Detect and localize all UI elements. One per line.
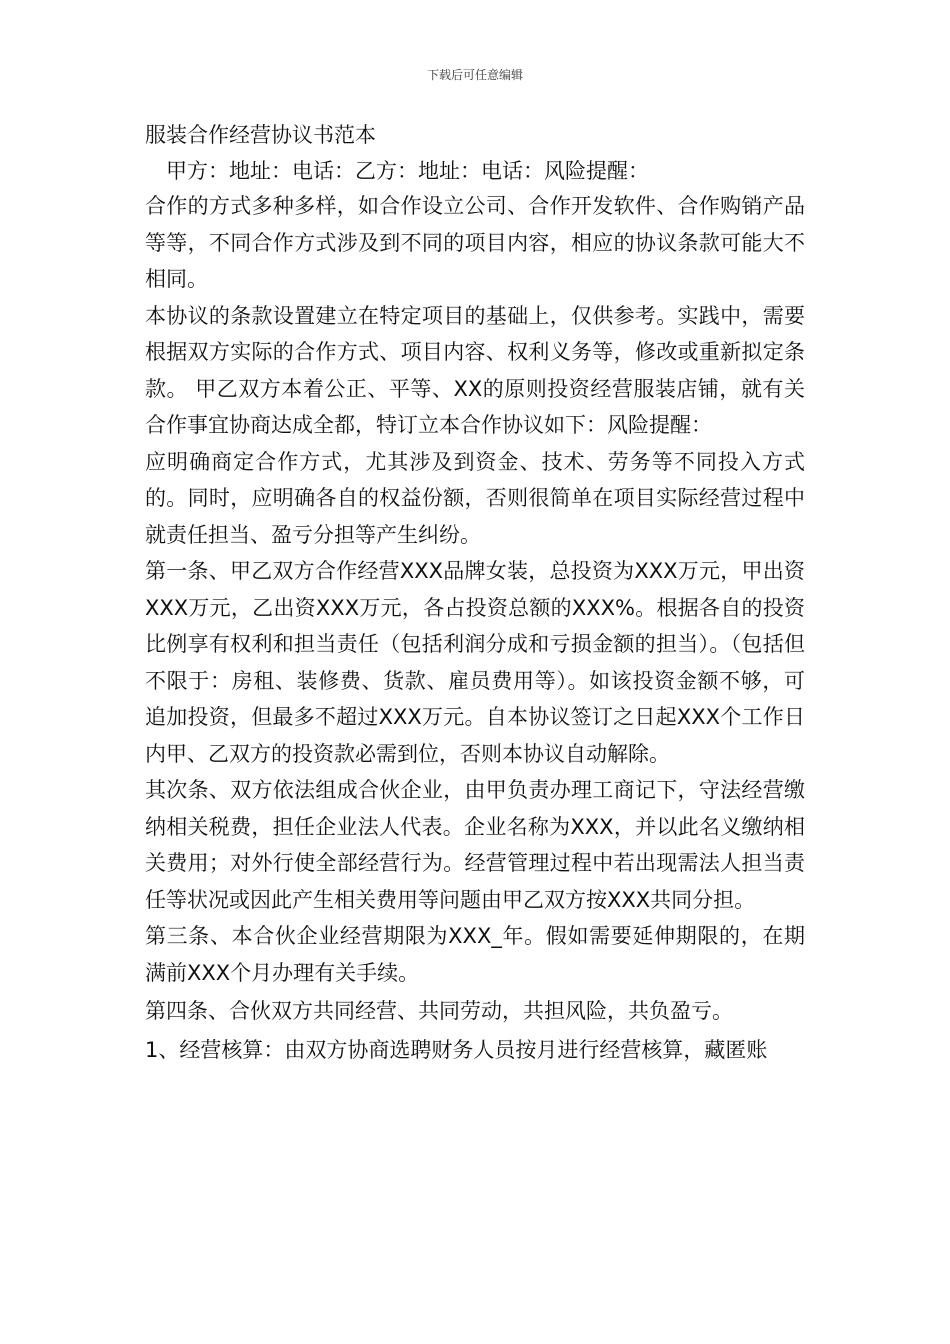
page-header-note: 下载后可任意编辑 [426, 68, 523, 82]
paragraph-cooperation-methods: 合作的方式多种多样，如合作设立公司、合作开发软件、合作购销产品等等，不同合作方式涉及到不同的项目内容，相应的协议条款可能大不相同。 [145, 194, 805, 291]
parties-line: 甲方：地址：电话：乙方：地址：电话：风险提醒： [166, 159, 649, 183]
paragraph-article-4: 第四条、合伙双方共同经营、共同劳动，共担风险，共负盈亏。 [145, 999, 733, 1023]
paragraph-article-3: 第三条、本合伙企业经营期限为XXX_年。假如需要延伸期限的，在期满前XXX个月办理有关手续。 [145, 924, 805, 985]
paragraph-reference-note: 本协议的条款设置建立在特定项目的基础上，仅供参考。实践中，需要根据双方实际的合作方式、项目内容、权利义务等，修改或重新拟定条款。 甲乙双方本着公正、平等、XX的原则投资经营服装店铺，就有关合作事宜协商达成全都，特订立本合作协议如下：风险提醒： [145, 303, 805, 437]
document-title: 服装合作经营协议书范本 [145, 123, 376, 147]
document-body [145, 120, 805, 1068]
paragraph-item-1: 1、经营核算：由双方协商选聘财务人员按月进行经营核算，藏匿账 [145, 1037, 768, 1062]
paragraph-risk-reminder: 应明确商定合作方式，尤其涉及到资金、技术、劳务等不同投入方式的。同时，应明确各自的权益份额，否则很简单在项目实际经营过程中就责任担当、盈亏分担等产生纠纷。 [145, 449, 805, 547]
paragraph-article-1: 第一条、甲乙双方合作经营XXX品牌女装，总投资为XXX万元，甲出资XXX万元，乙出资XXX万元，各占投资总额的XXX%。根据各自的投资比例享有权利和担当责任（包括利润分成和亏损金额的担当）。（包括但不限于：房租、装修费、货款、雇员费用等）。如该投资金额不够，可追加投资，但最多不超过XXX万元。自本协议签订之日起XXX个工作日内甲、乙双方的投资款必需到位，否则本协议自动解除。 [145, 559, 805, 766]
paragraph-article-2: 其次条、双方依法组成合伙企业，由甲负责办理工商记下，守法经营缴纳相关税费，担任企业法人代表。企业名称为XXX，并以此名义缴纳相关费用；对外行使全部经营行为。经营管理过程中若出现需法人担当责任等状况或因此产生相关费用等问题由甲乙双方按XXX共同分担。 [145, 778, 805, 912]
